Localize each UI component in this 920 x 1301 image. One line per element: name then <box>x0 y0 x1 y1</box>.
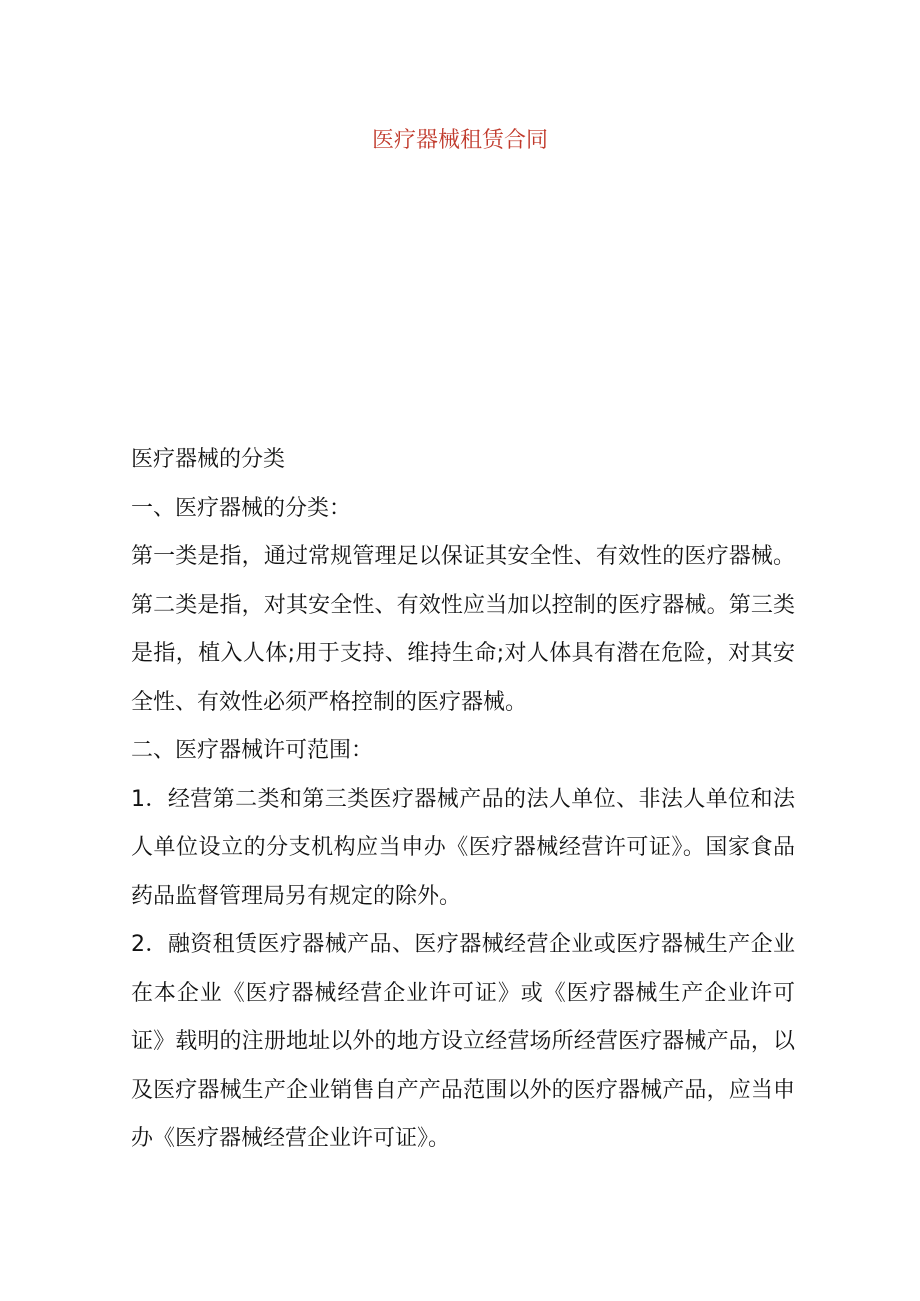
section-heading: 医疗器械的分类 <box>131 447 286 472</box>
paragraph-license-item-1: 1．经营第二类和第三类医疗器械产品的法人单位、非法人单位和法人单位设立的分支机构应当申办《医疗器械经营许可证》。国家食品药品监督管理局另有规定的除外。 <box>131 786 795 909</box>
document-body <box>131 436 795 1164</box>
document-title: 医疗器械租赁合同 <box>371 128 548 153</box>
paragraph-license-item-2: 2．融资租赁医疗器械产品、医疗器械经营企业或医疗器械生产企业在本企业《医疗器械经营企业许可证》或《医疗器械生产企业许可证》载明的注册地址以外的地方设立经营场所经营医疗器械产品，以及医疗器械生产企业销售自产产品范围以外的医疗器械产品，应当申办《医疗器械经营企业许可证》。 <box>131 932 795 1151</box>
paragraph-classification-heading: 一、医疗器械的分类： <box>131 495 352 521</box>
paragraph-license-heading: 二、医疗器械许可范围： <box>131 738 374 763</box>
paragraph-classification-body: 第一类是指，通过常规管理足以保证其安全性、有效性的医疗器械。第二类是指，对其安全性、有效性应当加以控制的医疗器械。第三类是指，植入人体;用于支持、维持生命;对人体具有潜在危险，对其安全性、有效性必须严格控制的医疗器械。 <box>131 544 795 715</box>
